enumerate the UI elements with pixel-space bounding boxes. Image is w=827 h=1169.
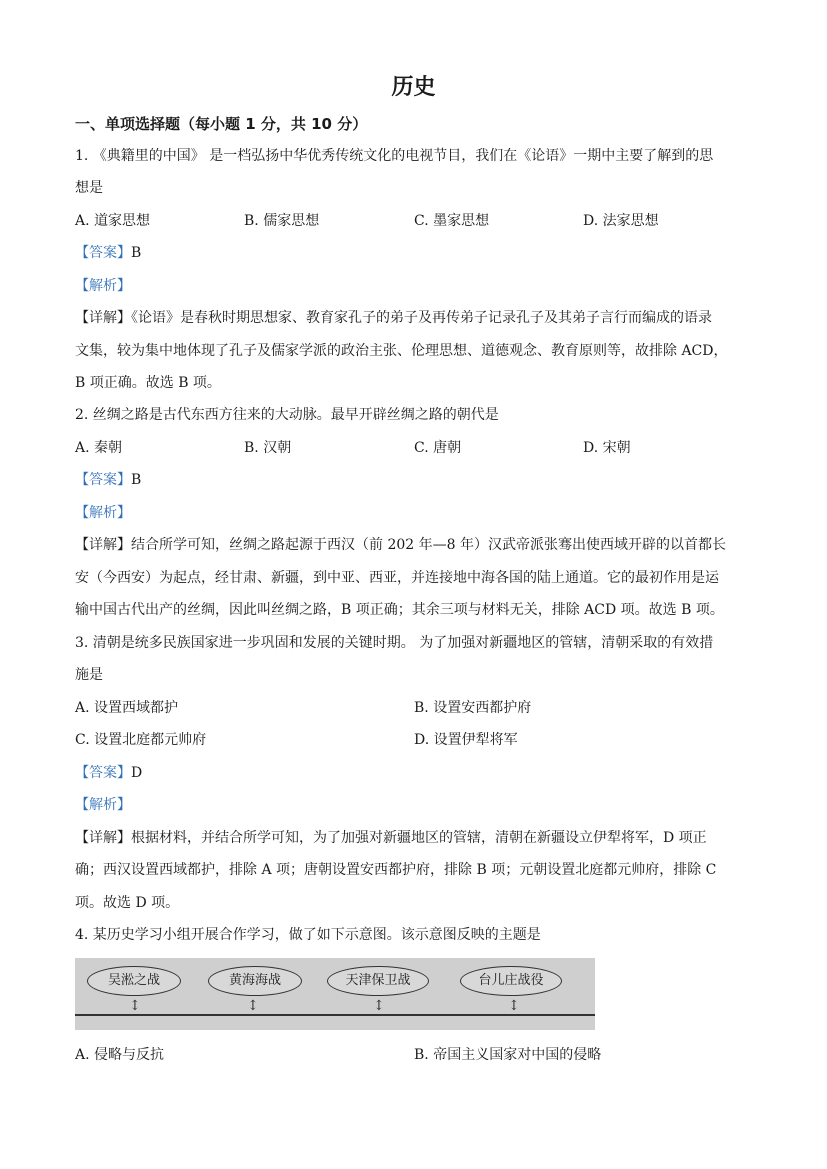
answer-label: 【答案】: [75, 765, 131, 781]
timeline-axis: [75, 1014, 595, 1016]
q1-option-b: B. 儒家思想: [244, 213, 320, 229]
q1-stem-line-1: 1. 《典籍里的中国》 是一档弘扬中华优秀传统文化的电视节目，我们在《论语》一期中主要了解到的思: [75, 148, 714, 164]
q1-detail-line-2: 文集，较为集中地体现了孔子及儒家学派的政治主张、伦理思想、道德观念、教育原则等，故排除 ACD，: [75, 343, 728, 359]
double-arrow-icon: ↕: [247, 998, 259, 1014]
q3-detail-line-3: 项。故选 D 项。: [75, 895, 180, 911]
q4-option-a: A. 侵略与反抗: [75, 1047, 165, 1063]
q1-option-d: D. 法家思想: [583, 213, 659, 229]
q1-answer-value: B: [131, 245, 142, 261]
q2-detail-line-3: 输中国古代出产的丝绸，因此叫丝绸之路，B 项正确；其余三项与材料无关，排除 ACD 项。故选 B 项。: [75, 602, 724, 618]
q3-analysis-label: 【解析】: [75, 797, 131, 813]
q2-detail-line-1: 【详解】结合所学可知，丝绸之路起源于西汉（前 202 年—8 年）汉武帝派张骞出使西域开辟的以首都长: [75, 537, 726, 553]
q3-option-d: D. 设置伊犁将军: [414, 732, 518, 748]
answer-label: 【答案】: [75, 472, 131, 488]
q2-stem-line-1: 2. 丝绸之路是古代东西方往来的大动脉。最早开辟丝绸之路的朝代是: [75, 407, 499, 423]
answer-label: 【答案】: [75, 245, 131, 261]
q3-answer: [75, 763, 142, 783]
q1-option-c: C. 墨家思想: [414, 213, 490, 229]
q2-option-d: D. 宋朝: [583, 440, 631, 456]
q1-option-a: A. 道家思想: [75, 213, 151, 229]
q1-detail-line-1: 【详解】《论语》是春秋时期思想家、教育家孔子的弟子及再传弟子记录孔子及其弟子言行而编成的语录: [75, 310, 712, 326]
q3-stem-line-1: 3. 清朝是统多民族国家进一步巩固和发展的关键时期。 为了加强对新疆地区的管辖，清朝采取的有效措: [75, 635, 714, 651]
q3-answer-value: D: [131, 765, 143, 781]
q2-option-a: A. 秦朝: [75, 440, 123, 456]
q2-answer: [75, 470, 141, 490]
q2-analysis-label: 【解析】: [75, 505, 131, 521]
double-arrow-icon: ↕: [129, 998, 141, 1014]
double-arrow-icon: ↕: [373, 998, 385, 1014]
q3-stem-line-2: 施是: [75, 667, 103, 683]
q1-analysis-label: 【解析】: [75, 278, 131, 294]
q2-option-c: C. 唐朝: [414, 440, 462, 456]
q3-option-b: B. 设置安西都护府: [414, 700, 532, 716]
q3-detail-line-2: 确；西汉设置西域都护，排除 A 项；唐朝设置安西都护府，排除 B 项；元朝设置北庭都元帅府，排除 C: [75, 862, 717, 878]
page-title: 历史: [391, 75, 436, 100]
q2-answer-value: B: [131, 472, 142, 488]
q1-stem-line-2: 想是: [75, 180, 103, 196]
q2-detail-line-2: 安（今西安）为起点，经甘肃、新疆，到中亚、西亚，并连接地中海各国的陆上通道。它的最初作用是运: [75, 570, 719, 586]
double-arrow-icon: ↕: [508, 998, 520, 1014]
q2-option-b: B. 汉朝: [244, 440, 292, 456]
timeline-event: 天津保卫战: [327, 966, 429, 996]
q3-option-c: C. 设置北庭都元帅府: [75, 732, 207, 748]
timeline-diagram: [75, 958, 595, 1030]
q4-option-b: B. 帝国主义国家对中国的侵略: [414, 1047, 602, 1063]
timeline-event: 吴淞之战: [87, 966, 181, 996]
timeline-event: 黄海海战: [208, 966, 302, 996]
q1-detail-line-3: B 项正确。故选 B 项。: [75, 375, 221, 391]
q3-detail-line-1: 【详解】根据材料，并结合所学可知，为了加强对新疆地区的管辖，清朝在新疆设立伊犁将军，D 项正: [75, 830, 707, 846]
q3-option-a: A. 设置西域都护: [75, 700, 179, 716]
timeline-event: 台儿庄战役: [460, 966, 562, 996]
q4-stem-line-1: 4. 某历史学习小组开展合作学习，做了如下示意图。该示意图反映的主题是: [75, 927, 541, 943]
q1-answer: [75, 243, 141, 263]
section-heading: 一、单项选择题（每小题 1 分，共 10 分）: [75, 115, 368, 133]
